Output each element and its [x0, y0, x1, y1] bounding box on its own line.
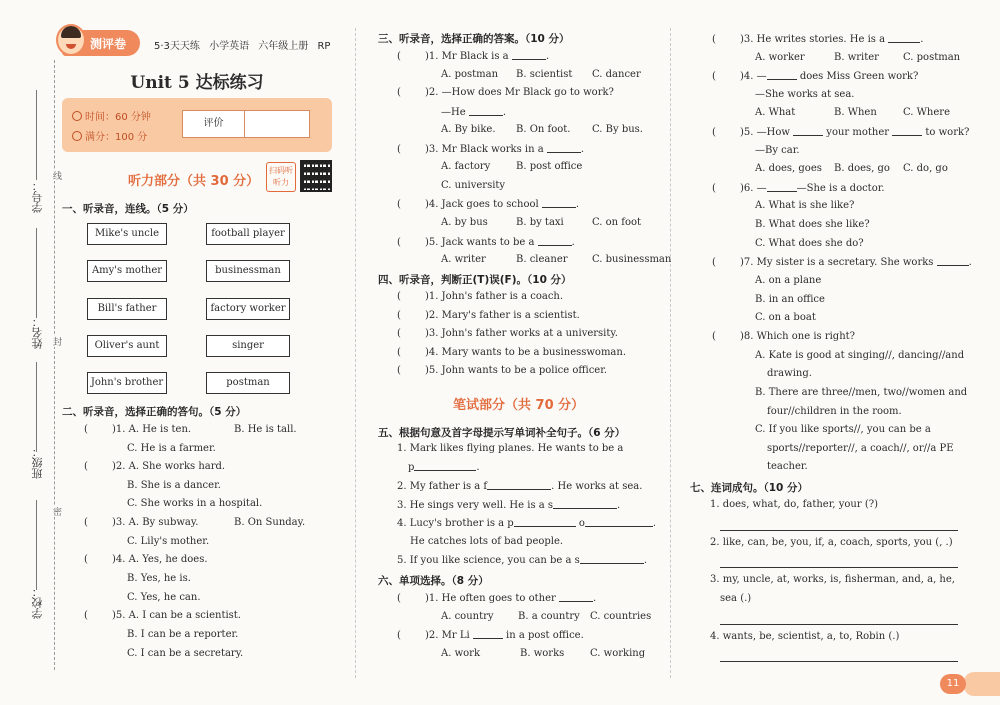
s6-q3-c: C. postman: [903, 52, 961, 63]
s6-q8-a: A. Kate is good at singing//, dancing//and: [755, 350, 965, 361]
s7-item-3-cont: sea (.): [720, 593, 752, 604]
s3-q5-c: C. businessman: [592, 254, 672, 265]
s3-q2[interactable]: ( )2. —How does Mr Black go to work?: [397, 87, 614, 98]
s5-title: 五、根据句意及首字母提示写单词补全句子。（6 分）: [378, 427, 626, 439]
s6-q4-a: A. What: [755, 107, 796, 118]
page-tab: [964, 672, 1000, 696]
s3-q4-a: A. by bus: [441, 217, 488, 228]
s2-q3[interactable]: ( )3. A. By subway.: [84, 517, 199, 528]
s3-q2-a: A. By bike.: [441, 124, 496, 135]
s2-title: 二、听录音，选择正确的答句。（5 分）: [62, 406, 247, 418]
s4-item-2[interactable]: ( )2. Mary's father is a scientist.: [397, 310, 580, 321]
s5-q5[interactable]: 5. If you like science, you can be a s .: [397, 555, 647, 566]
s3-q1-a: A. postman: [441, 69, 499, 80]
s3-q1-c: C. dancer: [592, 69, 641, 80]
s3-q4-b: B. by taxi: [516, 217, 564, 228]
s6-q1-a: A. country: [441, 611, 494, 622]
seal-feng: 封: [51, 337, 61, 346]
column-divider: [670, 28, 671, 678]
s5-q2[interactable]: 2. My father is a f . He works at sea.: [397, 481, 643, 492]
seal-mi: 密: [51, 507, 61, 516]
mascot-icon: [56, 24, 86, 56]
s6-q8-c-cont: sports//reporter//, a coach//, or//a PE: [767, 443, 954, 454]
s4-item-4[interactable]: ( )4. Mary wants to be a businesswoman.: [397, 347, 627, 358]
s6-q7-a: A. on a plane: [755, 275, 822, 286]
s6-q1[interactable]: ( )1. He often goes to other .: [397, 593, 597, 604]
s2-q1[interactable]: ( )1. A. He is ten.: [84, 424, 192, 435]
written-section-title: 笔试部分（共 70 分）: [453, 398, 585, 413]
s7-item-3: 3. my, uncle, at, works, is, fisherman, and, a, he,: [710, 574, 955, 585]
s6-q8-a-cont: drawing.: [767, 368, 812, 379]
s2-q3-b: B. On Sunday.: [234, 517, 306, 528]
s6-q4[interactable]: ( )4. — does Miss Green work?: [712, 71, 919, 82]
s7-item-2: 2. like, can, be, you, if, a, coach, sports, you (, .): [710, 537, 953, 548]
match-right-3[interactable]: factory worker: [206, 298, 290, 320]
answer-line-2[interactable]: [720, 567, 958, 568]
s6-q6-a: A. What is she like?: [755, 200, 855, 211]
match-right-5[interactable]: postman: [206, 372, 290, 394]
s6-q4-b: B. When: [834, 107, 877, 118]
s6-q2[interactable]: ( )2. Mr Li in a post office.: [397, 630, 584, 641]
s6-q4-c: C. Where: [903, 107, 950, 118]
answer-line-3[interactable]: [720, 624, 958, 625]
match-left-4[interactable]: Oliver's aunt: [87, 335, 167, 357]
s3-q3-c: C. university: [441, 180, 506, 191]
s2-q4-b: B. Yes, he is.: [127, 573, 191, 584]
s6-q5-c: C. do, go: [903, 163, 948, 174]
s6-q7-c: C. on a boat: [755, 312, 816, 323]
s3-q2-bo: B. On foot.: [516, 124, 571, 135]
s4-title: 四、听录音，判断正(T)误(F)。（10 分）: [378, 274, 572, 286]
s2-q4[interactable]: ( )4. A. Yes, he does.: [84, 554, 208, 565]
column-divider: [355, 28, 356, 678]
s2-q4-c: C. Yes, he can.: [127, 592, 201, 603]
s4-item-1[interactable]: ( )1. John's father is a coach.: [397, 291, 564, 302]
answer-line-4[interactable]: [720, 661, 958, 662]
score-info: 满分：100 分: [72, 128, 147, 143]
clock-icon: [72, 111, 82, 121]
binding-strip: [8, 60, 61, 670]
s6-q5-a: A. does, goes: [755, 163, 822, 174]
s3-title: 三、听录音，选择正确的答案。（10 分）: [378, 33, 570, 45]
match-right-2[interactable]: businessman: [206, 260, 290, 282]
s6-q5[interactable]: ( )5. —How your mother to work?: [712, 127, 970, 138]
s5-q4[interactable]: 4. Lucy's brother is a p o .: [397, 518, 657, 529]
match-left-3[interactable]: Bill's father: [87, 298, 167, 320]
s7-item-1: 1. does, what, do, father, your (?): [710, 499, 878, 510]
class-label: 班级：: [31, 446, 44, 479]
s4-item-3[interactable]: ( )3. John's father works at a university.: [397, 328, 618, 339]
exam-info-box: [62, 98, 332, 152]
s6-q6-c: C. What does she do?: [755, 238, 864, 249]
s5-q4-hint: He catches lots of bad people.: [410, 536, 564, 547]
s6-q8-b-cont: four//children in the room.: [767, 406, 902, 417]
s1-title: 一、听录音，连线。（5 分）: [62, 203, 194, 215]
s6-q7-b: B. in an office: [755, 294, 825, 305]
brand-label: 测评卷: [90, 37, 127, 51]
s6-q5-b: B. does, go: [834, 163, 890, 174]
s3-q5-a: A. writer: [441, 254, 486, 265]
s2-q3-c: C. Lily's mother.: [127, 536, 210, 547]
s2-q2[interactable]: ( )2. A. She works hard.: [84, 461, 226, 472]
seal-xian: 线: [51, 171, 61, 180]
s6-q6[interactable]: ( )6. — —She is a doctor.: [712, 183, 885, 194]
s3-q4-c: C. on foot: [592, 217, 642, 228]
s6-q2-c: C. working: [590, 648, 646, 659]
page-number: 11: [940, 674, 966, 694]
s3-q2-c: C. By bus.: [592, 124, 643, 135]
evaluation-label: 评价: [183, 111, 245, 137]
s2-q2-b: B. She is a dancer.: [127, 480, 221, 491]
listening-section-title: 听力部分（共 30 分）: [128, 174, 260, 189]
s6-q8-b: B. There are three//men, two//women and: [755, 387, 968, 398]
page-title: Unit 5 达标练习: [130, 73, 264, 93]
book-info: 5·3天天练 小学英语 六年级上册 RP: [154, 41, 331, 52]
s5-q1-answer[interactable]: p .: [408, 462, 480, 473]
s2-q5[interactable]: ( )5. A. I can be a scientist.: [84, 610, 241, 621]
evaluation-box[interactable]: [182, 110, 310, 138]
s6-q4-reply: —She works at sea.: [755, 89, 855, 100]
s6-q1-b: B. a country: [518, 611, 580, 622]
student-no-label: 学号：: [31, 180, 44, 213]
s6-q7[interactable]: ( )7. My sister is a secretary. She works .: [712, 257, 972, 268]
s5-q3[interactable]: 3. He sings very well. He is a s .: [397, 500, 621, 511]
s3-q1-b: B. scientist: [516, 69, 573, 80]
name-label: 姓名：: [31, 316, 44, 349]
check-icon: [72, 131, 82, 141]
s5-q1: 1. Mark likes flying planes. He wants to be a: [397, 443, 624, 454]
s6-q8-c-cont2: teacher.: [767, 461, 808, 472]
s2-q5-c: C. I can be a secretary.: [127, 648, 244, 659]
s6-q5-reply: —By car.: [755, 145, 800, 156]
match-right-4[interactable]: singer: [206, 335, 290, 357]
s3-q2-b: —He .: [441, 107, 507, 118]
s6-q2-b: B. works: [520, 648, 565, 659]
s3-q1[interactable]: ( )1. Mr Black is a .: [397, 51, 550, 62]
s6-q1-c: C. countries: [590, 611, 652, 622]
match-left-1[interactable]: Mike's uncle: [87, 223, 167, 245]
s4-item-5[interactable]: ( )5. John wants to be a police officer.: [397, 365, 608, 376]
s6-q3[interactable]: ( )3. He writes stories. He is a .: [712, 34, 924, 45]
s3-q3[interactable]: ( )3. Mr Black works in a .: [397, 144, 585, 155]
school-label: 学校：: [31, 586, 44, 619]
s2-q1-b: B. He is tall.: [234, 424, 297, 435]
s2-q2-c: C. She works in a hospital.: [127, 498, 263, 509]
answer-line-1[interactable]: [720, 530, 958, 531]
s6-q3-a: A. worker: [755, 52, 805, 63]
time-info: 时间：60 分钟: [72, 108, 151, 123]
s3-q4[interactable]: ( )4. Jack goes to school .: [397, 199, 580, 210]
s6-q3-b: B. writer: [834, 52, 879, 63]
s7-item-4: 4. wants, be, scientist, a, to, Robin (.): [710, 631, 900, 642]
s2-q5-b: B. I can be a reporter.: [127, 629, 239, 640]
match-left-5[interactable]: John's brother: [87, 372, 167, 394]
s3-q3-a: A. factory: [441, 161, 491, 172]
s6-q2-a: A. work: [441, 648, 480, 659]
s6-title: 六、单项选择。（8 分）: [378, 575, 489, 587]
scan-hint: 扫码听听力: [266, 162, 296, 192]
s7-title: 七、连词成句。（10 分）: [690, 482, 809, 494]
s6-q6-b: B. What does she like?: [755, 219, 870, 230]
cut-line: [54, 60, 55, 670]
match-right-1[interactable]: football player: [206, 223, 290, 245]
s3-q5[interactable]: ( )5. Jack wants to be a .: [397, 237, 575, 248]
s3-q5-b: B. cleaner: [516, 254, 568, 265]
qr-code-icon[interactable]: [300, 160, 332, 192]
s3-q3-b: B. post office: [516, 161, 583, 172]
match-left-2[interactable]: Amy's mother: [87, 260, 167, 282]
brand-badge: [62, 30, 140, 56]
s6-q8[interactable]: ( )8. Which one is right?: [712, 331, 856, 342]
s2-q1-c: C. He is a farmer.: [127, 443, 216, 454]
s6-q8-c: C. If you like sports//, you can be a: [755, 424, 931, 435]
